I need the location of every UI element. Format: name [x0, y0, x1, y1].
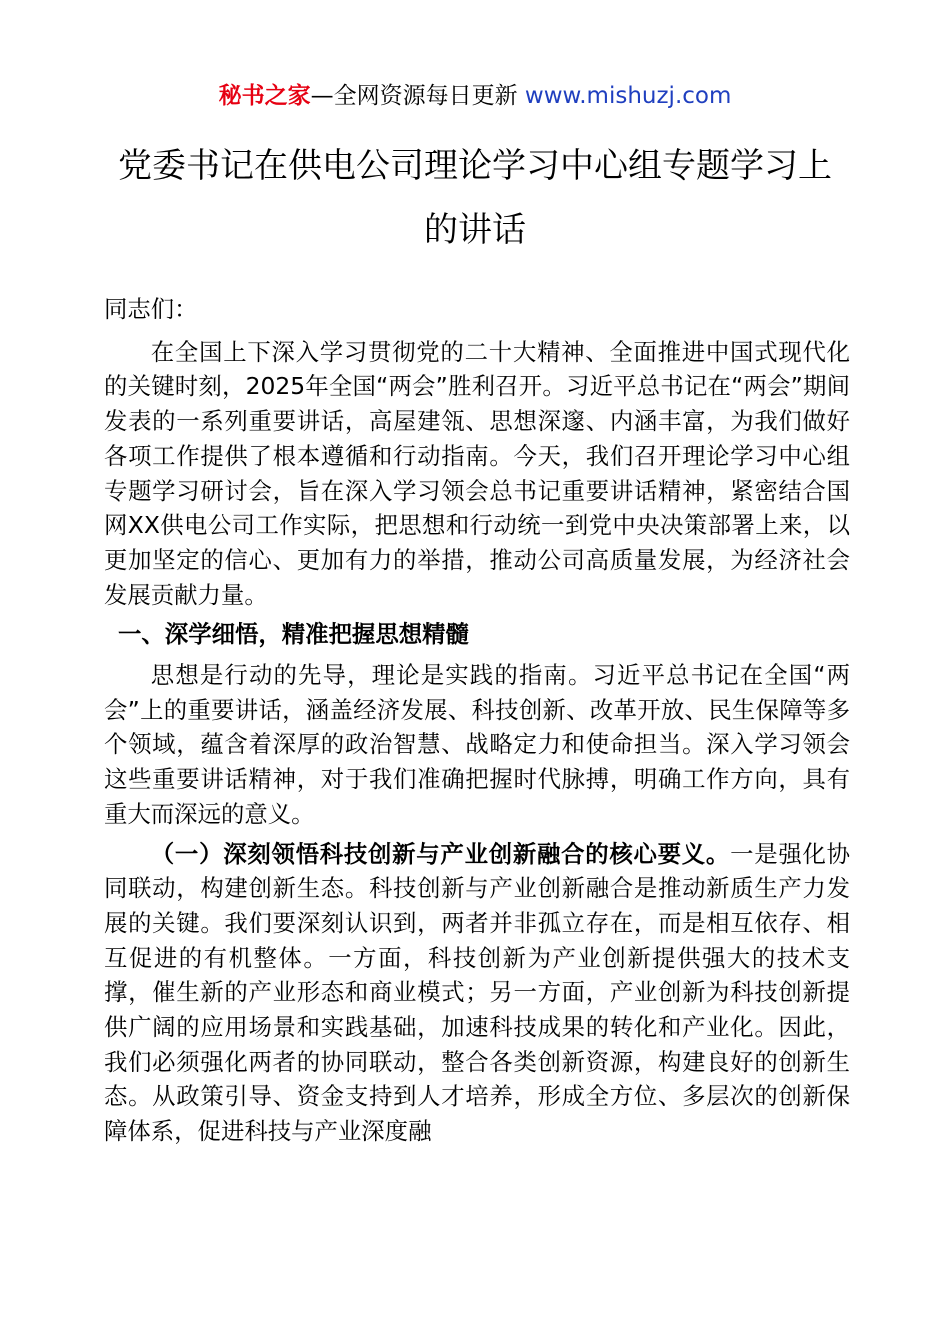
subsection-1-heading: （一）深刻领悟科技创新与产业创新融合的核心要义。	[150, 839, 731, 868]
header-slogan: —全网资源每日更新	[310, 83, 518, 109]
header-brand: 秘书之家	[218, 83, 311, 109]
document-title: 党委书记在供电公司理论学习中心组专题学习上的讲话	[118, 146, 832, 250]
document-body	[104, 292, 850, 1149]
salutation: 同志们：	[104, 295, 198, 323]
intro-paragraph: 在全国上下深入学习贯彻党的二十大精神、全面推进中国式现代化的关键时刻，2025年全国“两会”胜利召开。习近平总书记在“两会”期间发表的一系列重要讲话，高屋建瓴、思想深邃、内涵丰富，为我们做好各项工作提供了根本遵循和行动指南。今天，我们召开理论学习中心组专题学习研讨会，旨在深入学习领会总书记重要讲话精神，紧密结合国网XX供电公司工作实际，把思想和行动统一到党中央决策部署上来，以更加坚定的信心、更加有力的举措，推动公司高质量发展，为经济社会发展贡献力量。	[104, 337, 850, 609]
header-url-link[interactable]: www.mishuzj.com	[524, 83, 732, 109]
subsection-1-text: 一是强化协同联动，构建创新生态。科技创新与产业创新融合是推动新质生产力发展的关键。我们要深刻认识到，两者并非孤立存在，而是相互依存、相互促进的有机整体。一方面，科技创新为产业创新提供强大的技术支撑，催生新的产业形态和商业模式；另一方面，产业创新为科技创新提供广阔的应用场景和实践基础，加速科技成果的转化和产业化。因此，我们必须强化两者的协同联动，整合各类创新资源，构建良好的创新生态。从政策引导、资金支持到人才培养，形成全方位、多层次的创新保障体系，促进科技与产业深度融	[104, 839, 850, 1146]
section-1-heading: 一、深学细悟，精准把握思想精髓	[118, 620, 469, 649]
section-1-paragraph: 思想是行动的先导，理论是实践的指南。习近平总书记在全国“两会”上的重要讲话，涵盖经济发展、科技创新、改革开放、民生保障等多个领域，蕴含着深厚的政治智慧、战略定力和使命担当。深入学习领会这些重要讲话精神，对于我们准确把握时代脉搏，明确工作方向，具有重大而深远的意义。	[104, 661, 850, 828]
subsection-1-paragraph	[104, 837, 850, 1149]
page-header	[0, 80, 950, 112]
